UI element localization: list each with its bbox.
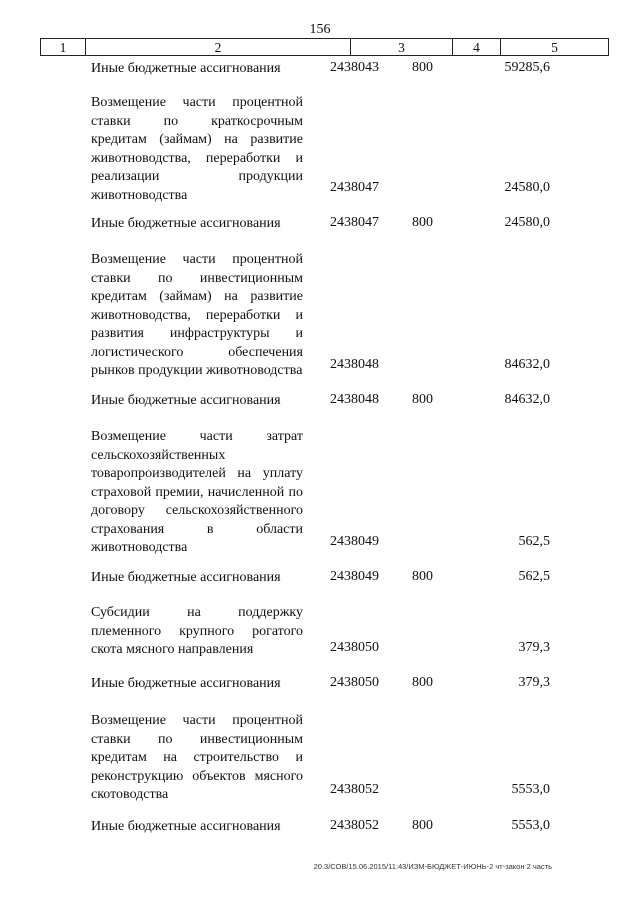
row-description: Иные бюджетные ассигнования: [91, 61, 281, 76]
row-amount: 24580,0: [504, 215, 550, 230]
row-amount: 5553,0: [511, 782, 550, 797]
row-code: 2438043: [330, 60, 379, 75]
row-description: Возмещение части процентной ставки по инвестиционным кредитам (займам) на развитие животноводства, переработки и развития инфраструктуры и логистического обеспечения рынков продукции животноводства: [91, 252, 303, 378]
row-amount: 5553,0: [511, 818, 550, 833]
row-code: 2438049: [330, 569, 379, 584]
row-amount: 59285,6: [504, 60, 550, 75]
row-description: Возмещение части процентной ставки по краткосрочным кредитам (займам) на развитие животноводства, переработки и реализации продукции животноводства: [91, 95, 303, 203]
page-number: 156: [309, 22, 331, 37]
row-code: 2438047: [330, 180, 379, 195]
row-description: Возмещение части затрат сельскохозяйственных товаропроизводителей на уплату страховой премии, начисленной по договору сельскохозяйственного страхования в области животноводства: [91, 429, 303, 555]
row-description: Иные бюджетные ассигнования: [91, 819, 281, 834]
header-col-4: 4: [453, 39, 501, 55]
table-header: [40, 38, 609, 56]
row-amount: 562,5: [518, 534, 550, 549]
row-code: 2438049: [330, 534, 379, 549]
row-description: Субсидии на поддержку племенного крупного рогатого скота мясного направления: [91, 605, 303, 657]
row-description: Возмещение части процентной ставки по инвестиционным кредитам на строительство и реконструкцию объектов мясного скотоводства: [91, 713, 303, 802]
row-code: 2438052: [330, 818, 379, 833]
header-col-5: 5: [551, 40, 558, 55]
row-description: Иные бюджетные ассигнования: [91, 676, 281, 691]
row-kind: 800: [412, 569, 433, 584]
row-code: 2438050: [330, 640, 379, 655]
header-col-1: 1: [41, 39, 86, 55]
row-kind: 800: [412, 60, 433, 75]
row-description: Иные бюджетные ассигнования: [91, 216, 281, 231]
row-amount: 562,5: [518, 569, 550, 584]
row-kind: 800: [412, 675, 433, 690]
row-amount: 24580,0: [504, 180, 550, 195]
row-amount: 379,3: [518, 675, 550, 690]
document-footer: 20.3/СОВ/15.06.2015/11:43/ИЗМ-БЮДЖЕТ-ИЮНЬ-2 чт-закон 2 часть: [313, 862, 552, 871]
row-kind: 800: [412, 215, 433, 230]
row-kind: 800: [412, 818, 433, 833]
row-code: 2438047: [330, 215, 379, 230]
header-col-3: 3: [351, 39, 453, 55]
row-amount: 379,3: [518, 640, 550, 655]
row-kind: 800: [412, 392, 433, 407]
row-code: 2438048: [330, 392, 379, 407]
row-amount: 84632,0: [504, 392, 550, 407]
row-amount: 84632,0: [504, 357, 550, 372]
row-code: 2438050: [330, 675, 379, 690]
row-description: Иные бюджетные ассигнования: [91, 393, 281, 408]
row-description: Иные бюджетные ассигнования: [91, 570, 281, 585]
row-code: 2438052: [330, 782, 379, 797]
header-col-2: 2: [86, 39, 351, 55]
row-code: 2438048: [330, 357, 379, 372]
